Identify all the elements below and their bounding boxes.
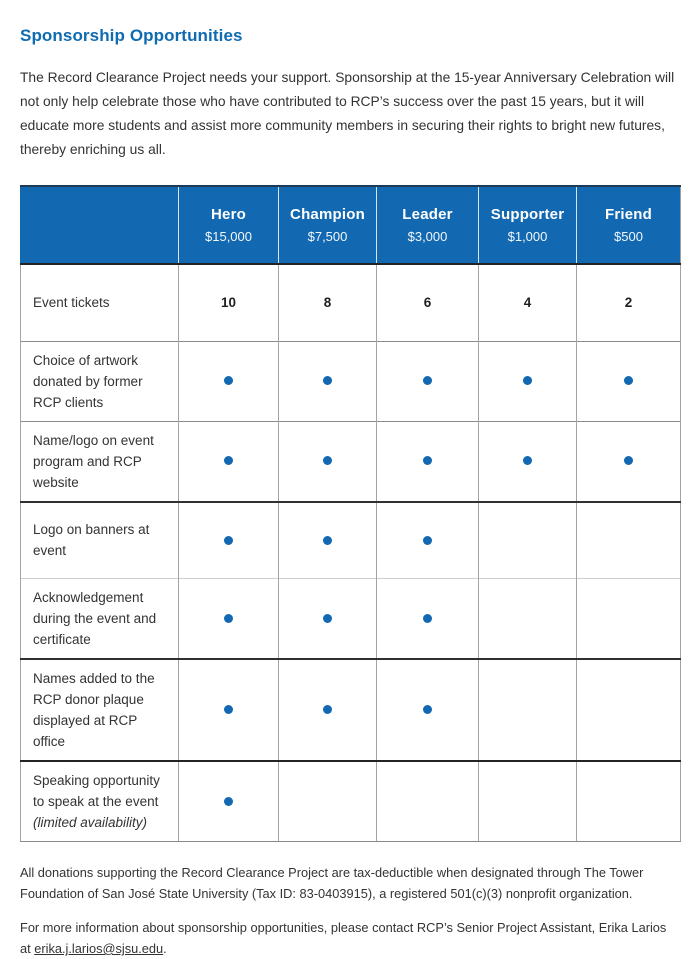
page-title: Sponsorship Opportunities — [20, 26, 243, 45]
benefit-row — [21, 421, 681, 502]
benefit-dot-icon — [323, 536, 332, 545]
benefit-included-cell — [279, 341, 377, 421]
benefit-row — [21, 761, 681, 842]
benefit-row — [21, 502, 681, 579]
tier-header-supporter — [479, 186, 577, 264]
benefit-empty-cell — [577, 761, 681, 842]
contact-note — [20, 917, 680, 959]
benefit-empty-cell — [577, 579, 681, 660]
benefit-included-cell — [479, 341, 577, 421]
benefit-count-value: 6 — [423, 294, 432, 310]
benefit-dot-icon — [423, 376, 432, 385]
benefit-count-cell — [577, 264, 681, 341]
benefit-dot-icon — [423, 456, 432, 465]
contact-note-text: For more information about sponsorship opportunities, please contact RCP’s Senior Project Assistant, Erika Larios at — [20, 920, 667, 956]
benefit-included-cell — [377, 421, 479, 502]
benefit-empty-cell — [479, 579, 577, 660]
benefit-dot-icon — [624, 456, 633, 465]
benefit-dot-icon — [323, 376, 332, 385]
benefit-dot-icon — [323, 456, 332, 465]
tier-name-label: Friend — [604, 206, 653, 223]
benefit-included-cell — [279, 659, 377, 761]
benefit-dot-icon — [423, 614, 432, 623]
benefit-row — [21, 341, 681, 421]
tier-price-label: $15,000 — [205, 229, 252, 244]
tier-header-hero — [179, 186, 279, 264]
benefit-label: Names added to the RCP donor plaque displayed at RCP office — [21, 659, 179, 761]
tax-note: All donations supporting the Record Clearance Project are tax-deductible when designated through The Tower Foundation of San José State University (Tax ID: 83-0403915), a registered 501(c)(3) nonprofit organization. — [20, 865, 644, 901]
benefit-dot-icon — [224, 376, 233, 385]
benefit-row — [21, 579, 681, 660]
benefit-label: Logo on banners at event — [21, 502, 179, 579]
contact-note-period: . — [163, 941, 167, 956]
benefit-count-value: 4 — [523, 294, 532, 310]
benefit-dot-icon — [423, 705, 432, 714]
benefit-dot-icon — [323, 705, 332, 714]
sponsorship-tiers-table — [20, 185, 681, 842]
benefit-included-cell — [279, 502, 377, 579]
benefit-included-cell — [377, 659, 479, 761]
benefit-dot-icon — [523, 456, 532, 465]
benefit-empty-cell — [479, 761, 577, 842]
benefit-row — [21, 659, 681, 761]
tier-header-leader — [377, 186, 479, 264]
benefit-included-cell — [179, 761, 279, 842]
benefit-count-cell — [479, 264, 577, 341]
benefit-dot-icon — [624, 376, 633, 385]
benefit-included-cell — [577, 421, 681, 502]
intro-paragraph: The Record Clearance Project needs your support. Sponsorship at the 15-year Anniversary Celebration will not only help celebrate those who have contributed to RCP’s success over the past 15 years, but it will educate more students and assist more community members in securing their rights to bright new futures, thereby enriching us all. — [20, 70, 675, 157]
benefit-label: Acknowledgement during the event and certificate — [21, 579, 179, 660]
benefit-empty-cell — [279, 761, 377, 842]
tier-name-label: Supporter — [490, 206, 565, 223]
benefit-dot-icon — [224, 797, 233, 806]
benefit-included-cell — [377, 502, 479, 579]
benefit-included-cell — [577, 341, 681, 421]
contact-email-link[interactable]: erika.j.larios@sjsu.edu — [34, 941, 164, 956]
benefit-included-cell — [377, 341, 479, 421]
benefit-empty-cell — [479, 502, 577, 579]
benefit-empty-cell — [479, 659, 577, 761]
benefit-included-cell — [179, 421, 279, 502]
benefit-label: Name/logo on event program and RCP website — [21, 421, 179, 502]
benefit-included-cell — [377, 579, 479, 660]
benefit-dot-icon — [224, 705, 233, 714]
benefit-count-value: 10 — [220, 294, 237, 310]
benefit-count-cell — [179, 264, 279, 341]
benefit-included-cell — [179, 502, 279, 579]
benefit-dot-icon — [523, 376, 532, 385]
tier-price-label: $3,000 — [407, 229, 448, 244]
benefit-included-cell — [179, 659, 279, 761]
benefit-included-cell — [279, 579, 377, 660]
benefit-label-note: (limited availability) — [33, 815, 148, 830]
tier-price-label: $1,000 — [507, 229, 548, 244]
benefit-dot-icon — [224, 456, 233, 465]
benefit-dot-icon — [423, 536, 432, 545]
benefit-count-value: 8 — [323, 294, 332, 310]
tier-name-label: Hero — [211, 206, 246, 223]
benefit-empty-cell — [377, 761, 479, 842]
tier-header-friend — [577, 186, 681, 264]
benefit-included-cell — [179, 341, 279, 421]
tier-name-label: Champion — [290, 206, 365, 223]
tier-header-champion — [279, 186, 377, 264]
benefit-dot-icon — [224, 536, 233, 545]
benefit-empty-cell — [577, 659, 681, 761]
tier-header-row — [21, 186, 681, 264]
tier-price-label: $500 — [614, 229, 643, 244]
benefit-included-cell — [179, 579, 279, 660]
benefit-count-cell — [377, 264, 479, 341]
benefit-label: Choice of artwork donated by former RCP clients — [21, 341, 179, 421]
benefit-count-value: 2 — [624, 294, 633, 310]
benefit-label: Event tickets — [21, 264, 179, 341]
benefit-row — [21, 264, 681, 341]
table-corner-cell — [21, 186, 179, 264]
tier-price-label: $7,500 — [307, 229, 348, 244]
benefit-count-cell — [279, 264, 377, 341]
tier-name-label: Leader — [402, 206, 453, 223]
benefit-included-cell — [479, 421, 577, 502]
benefit-label: Speaking opportunity to speak at the event (limited availability) — [21, 761, 179, 842]
benefit-included-cell — [279, 421, 377, 502]
benefit-dot-icon — [323, 614, 332, 623]
benefit-dot-icon — [224, 614, 233, 623]
benefit-empty-cell — [577, 502, 681, 579]
